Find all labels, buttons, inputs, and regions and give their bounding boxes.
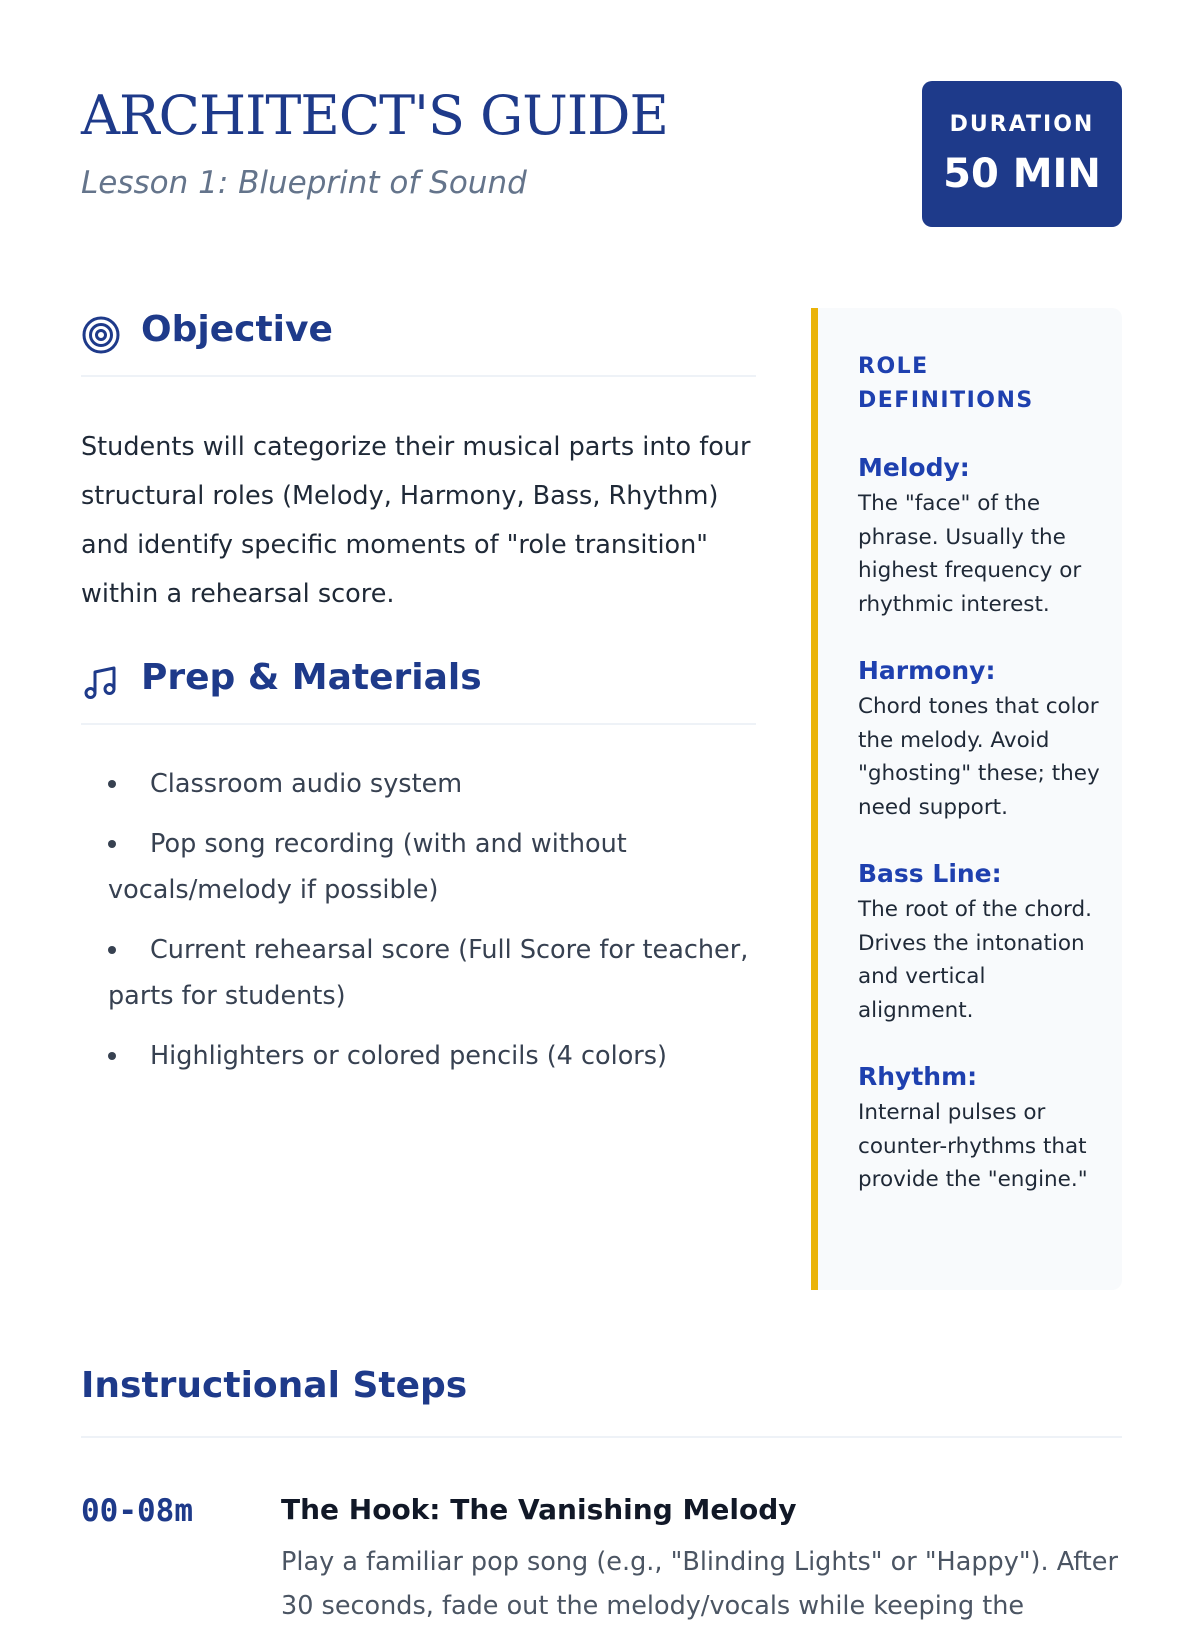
duration-badge <box>922 81 1122 227</box>
list-item: Highlighters or colored pencils (4 colors) <box>108 1033 756 1079</box>
list-item: Pop song recording (with and without vocals/melody if possible) <box>108 821 756 913</box>
page-title: ARCHITECT'S GUIDE <box>81 84 668 147</box>
lesson-subtitle: Lesson 1: Blueprint of Sound <box>81 165 527 201</box>
role-bass <box>858 857 1102 1027</box>
steps-header <box>81 1365 1122 1438</box>
step-description: Play a familiar pop song (e.g., "Blinding Lights" or "Happy"). After 30 seconds, fade out the melody/vocals while keeping the <box>281 1547 1118 1621</box>
objective-text: Students will categorize their musical parts into four structural roles (Melody, Harmony, Bass, Rhythm) and identify specific moments of "role transition" within a rehearsal score. <box>81 432 751 609</box>
duration-value: 50 MIN <box>943 151 1101 197</box>
lesson-page <box>81 0 1122 1621</box>
materials-list <box>81 761 756 1079</box>
role-name: Bass Line: <box>858 859 1002 888</box>
role-rhythm <box>858 1060 1102 1197</box>
role-description: Internal pulses or counter-rhythms that provide the "engine." <box>858 1100 1088 1192</box>
role-melody <box>858 451 1102 621</box>
objective-header <box>81 305 756 377</box>
step-time: 00-08m <box>81 1493 193 1529</box>
duration-label: DURATION <box>949 112 1095 137</box>
step-body <box>281 1490 1122 1628</box>
role-description: The "face" of the phrase. Usually the highest frequency or rhythmic interest. <box>858 491 1082 617</box>
page-header <box>81 80 1122 230</box>
role-definitions-sidebar <box>811 308 1122 1290</box>
music-note-icon <box>81 663 121 703</box>
role-name: Melody: <box>858 453 970 482</box>
step-item <box>81 1490 1122 1628</box>
instructional-steps <box>81 1365 1122 1628</box>
role-harmony <box>858 654 1102 824</box>
step-title: The Hook: The Vanishing Melody <box>281 1493 797 1526</box>
prep-heading: Prep & Materials <box>141 657 482 698</box>
list-item: Current rehearsal score (Full Score for teacher, parts for students) <box>108 927 756 1019</box>
role-description: Chord tones that color the melody. Avoid "ghosting" these; they need support. <box>858 694 1100 820</box>
objective-heading: Objective <box>141 309 333 350</box>
sidebar-title: ROLE DEFINITIONS <box>858 354 1034 413</box>
target-icon <box>81 315 121 355</box>
list-item: Classroom audio system <box>108 761 756 807</box>
role-description: The root of the chord. Drives the intonation and vertical alignment. <box>858 897 1092 1023</box>
prep-header <box>81 653 756 725</box>
role-name: Rhythm: <box>858 1062 978 1091</box>
steps-heading: Instructional Steps <box>81 1365 468 1406</box>
main-column <box>81 305 756 1093</box>
role-name: Harmony: <box>858 656 996 685</box>
